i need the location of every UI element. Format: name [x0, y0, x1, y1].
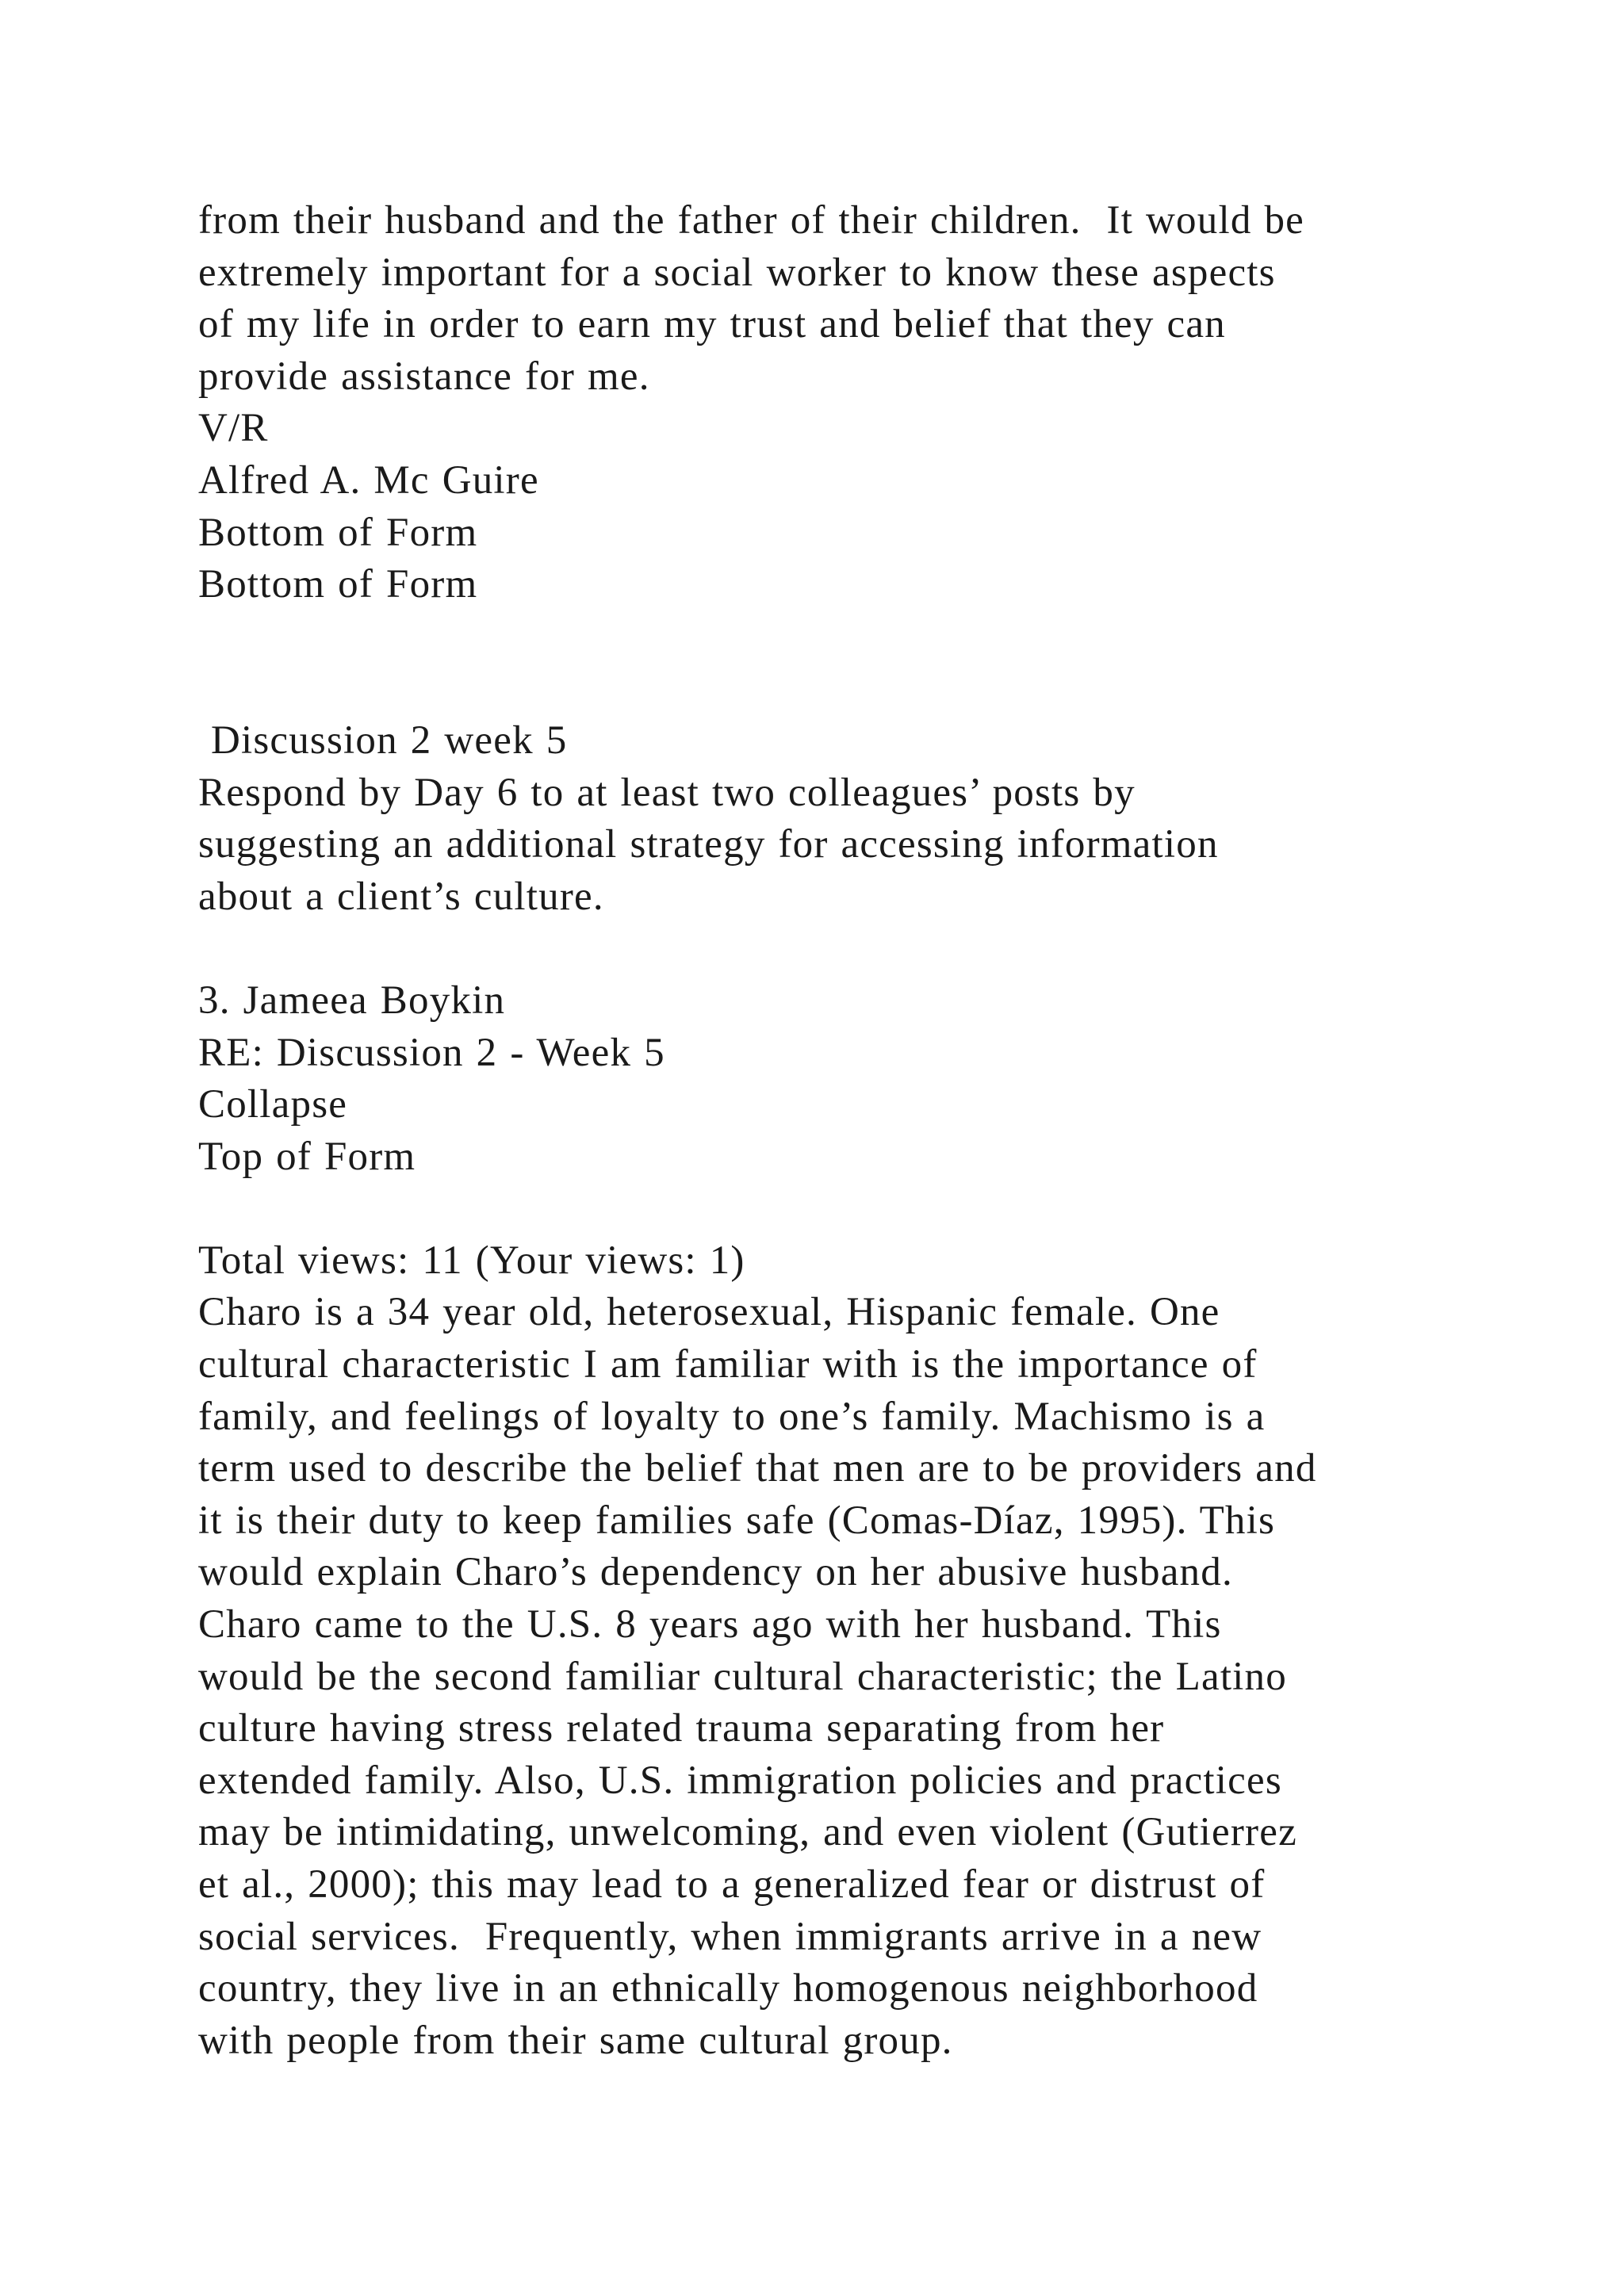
text-line: from their husband and the father of their children. It would be — [198, 198, 1305, 243]
text-line: of my life in order to earn my trust and belief that they can — [198, 302, 1226, 347]
post-body-line: et al., 2000); this may lead to a generalized fear or distrust of — [198, 1862, 1266, 1907]
text-line: extremely important for a social worker to know these aspects — [198, 250, 1276, 295]
signature: Alfred A. Mc Guire — [198, 457, 539, 503]
closing: V/R — [198, 406, 269, 451]
post-body-line: it is their duty to keep families safe (Comas-Díaz, 1995). This — [198, 1498, 1276, 1543]
reply-post — [198, 975, 1530, 2067]
collapse-label: Collapse — [198, 1082, 348, 1127]
instruction-line: suggesting an additional strategy for accessing information — [198, 822, 1219, 867]
post-subject: RE: Discussion 2 - Week 5 — [198, 1030, 665, 1075]
post-body-line: country, they live in an ethnically homogenous neighborhood — [198, 1966, 1258, 2011]
form-marker: Top of Form — [198, 1134, 416, 1179]
document-page — [198, 195, 1530, 2067]
post-body-line: family, and feelings of loyalty to one’s family. Machismo is a — [198, 1394, 1266, 1439]
post-body-line: with people from their same cultural group. — [198, 2018, 953, 2063]
spacer — [198, 1183, 1530, 1235]
post-body-line: extended family. Also, U.S. immigration policies and practices — [198, 1758, 1282, 1803]
view-count: Total views: 11 (Your views: 1) — [198, 1238, 745, 1283]
form-marker: Bottom of Form — [198, 562, 478, 607]
post-body-line: term used to describe the belief that men are to be providers and — [198, 1446, 1317, 1491]
previous-post-ending — [198, 195, 1530, 611]
post-body-line: Charo is a 34 year old, heterosexual, Hispanic female. One — [198, 1290, 1220, 1335]
discussion-prompt — [198, 715, 1530, 923]
post-body-line: Charo came to the U.S. 8 years ago with her husband. This — [198, 1602, 1222, 1647]
post-body-line: social services. Frequently, when immigrants arrive in a new — [198, 1914, 1262, 1959]
spacer — [198, 923, 1530, 975]
discussion-heading: Discussion 2 week 5 — [198, 718, 568, 763]
post-body-line: would be the second familiar cultural characteristic; the Latino — [198, 1654, 1287, 1699]
post-body-line: would explain Charo’s dependency on her abusive husband. — [198, 1550, 1233, 1595]
form-marker: Bottom of Form — [198, 510, 478, 555]
post-body-line: may be intimidating, unwelcoming, and even violent (Gutierrez — [198, 1810, 1297, 1855]
instruction-line: Respond by Day 6 to at least two colleagues’ posts by — [198, 770, 1136, 815]
post-body-line: cultural characteristic I am familiar with is the importance of — [198, 1342, 1258, 1387]
post-body-line: culture having stress related trauma separating from her — [198, 1706, 1165, 1751]
text-line: provide assistance for me. — [198, 354, 650, 399]
instruction-line: about a client’s culture. — [198, 874, 604, 919]
spacer — [198, 611, 1530, 715]
post-author: 3. Jameea Boykin — [198, 978, 506, 1023]
